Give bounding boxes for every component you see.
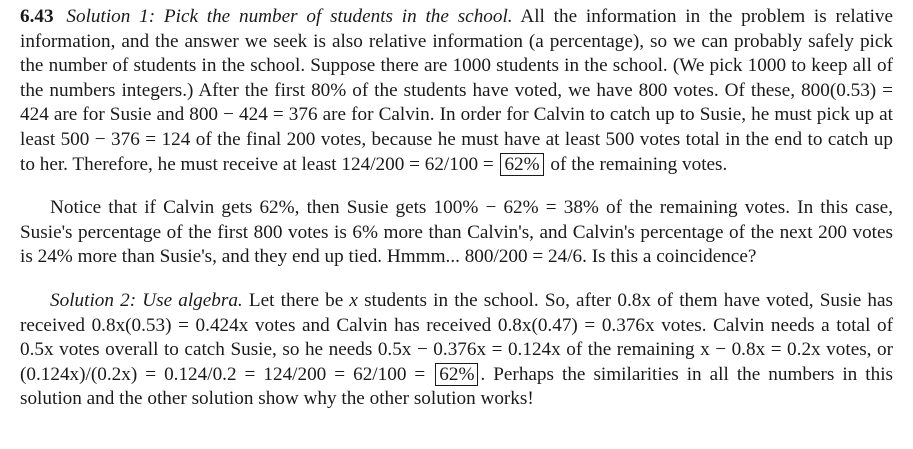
solution1-text: All the information in the problem is relative information, and the answer we seek is also relative information (a percentage), so we can probably safely pick the number of students in the school. Suppose there are 1000 students in the school. (We pick 1000 to keep all of the numbers integers.) After the first 80% of the students have voted, we have 800 votes. Of these, 800(0.53) = 424 are for Susie and 800 − 424 = 376 are for Calvin. In order for Calvin to catch up to Susie, he must pick up at least 500 − 376 = 124 of the final 200 votes, because he must have at least 500 votes total in the end to catch up to her. Therefore, he must receive at least 124/200 = 62/100 = <box>20 6 894 175</box>
solution2-paragraph <box>20 289 893 412</box>
solution2-variable-x: x <box>349 289 358 311</box>
solution1-boxed-answer: 62% <box>500 153 543 176</box>
problem-number: 6.43 <box>20 6 54 27</box>
solution2-text-end: . Perhaps the similarities in all the numbers in this solution and the other solution show why the other solution works! <box>20 363 894 410</box>
solution2-title: Solution 2: Use algebra. <box>50 289 243 311</box>
notice-paragraph: Notice that if Calvin gets 62%, then Susie gets 100% − 62% = 38% of the remaining votes. In this case, Susie's percentage of the first 800 votes is 6% more than Calvin's, and Calvin's percentage of the next 200 votes is 24% more than Susie's, and they end up tied. Hmmm... 800/200 = 24/6. Is this a coincidence? <box>20 197 893 268</box>
solution1-title: Solution 1: Pick the number of students in the school. <box>66 6 513 27</box>
solution-document <box>20 5 893 412</box>
solution2-boxed-answer: 62% <box>435 363 478 386</box>
solution1-text-end: of the remaining votes. <box>550 153 728 175</box>
solution2-text-start: Let there be <box>248 289 344 311</box>
solution1-paragraph <box>20 5 893 177</box>
solution2-text: students in the school. So, after 0.8x of them have voted, Susie has received 0.8x(0.53) = 0.424x votes and Calvin has received 0.8x(0.47) = 0.376x votes. Calvin needs a total of 0.5x votes overall to catch Susie, so he needs 0.5x − 0.376x = 0.124x of the remaining x − 0.8x = 0.2x votes, or (0.124x)/(0.2x) = 0.124/0.2 = 124/200 = 62/100 = <box>20 289 894 385</box>
